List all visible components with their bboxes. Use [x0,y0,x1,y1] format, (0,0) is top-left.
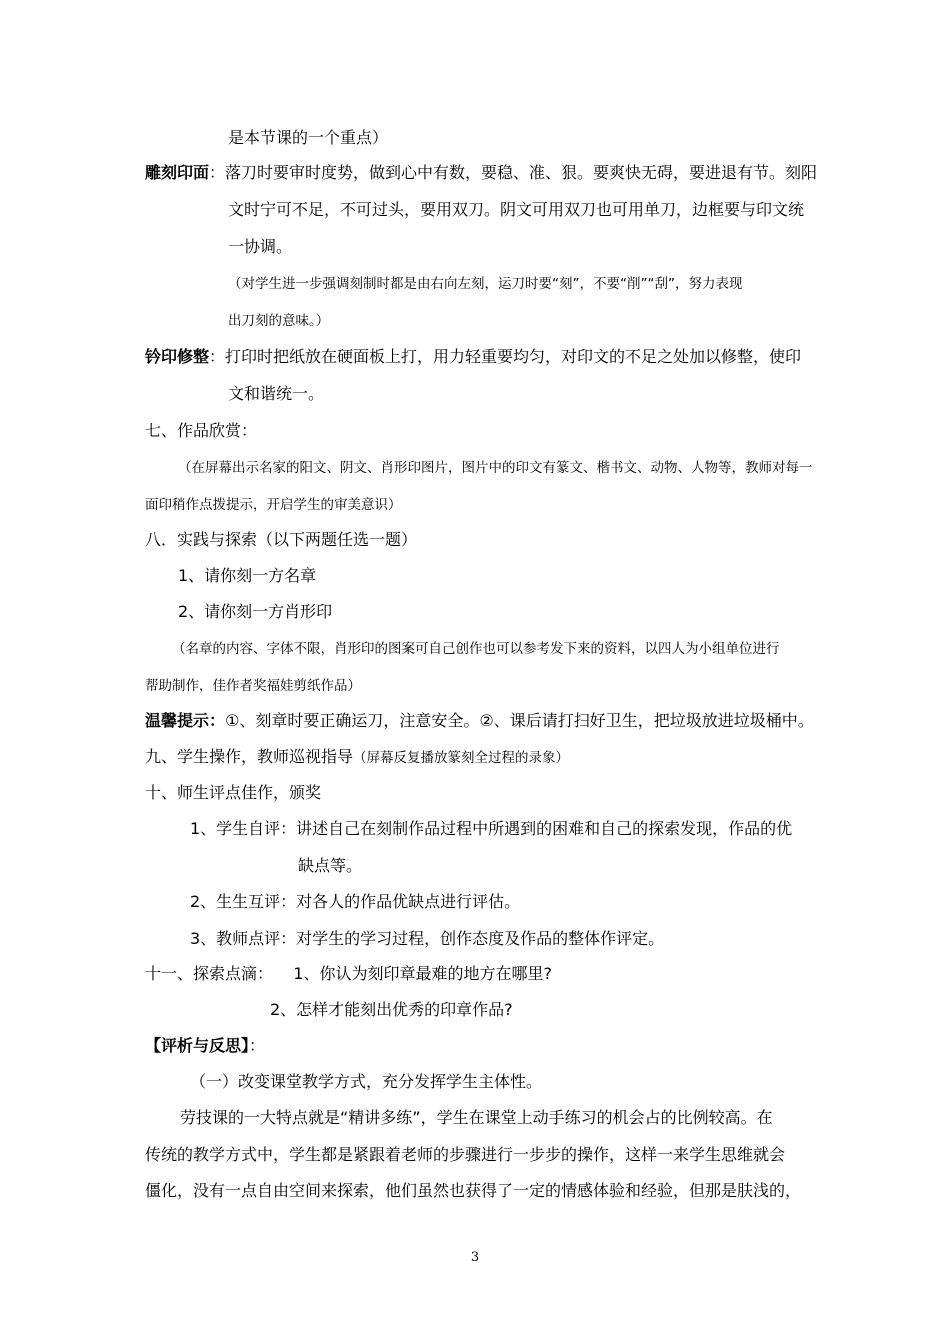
text-line: 是本节课的一个重点） [228,128,389,147]
note-line: （对学生进一步强调刻制时都是由右向左刻，运刀时要“刻”，不要“削”“刮”，努力表现 [228,276,743,292]
text-line: 温馨提示：①、刻章时要正确运刀，注意安全。②、课后请打扫好卫生，把垃圾放进垃圾桶中。 [145,711,814,730]
section-heading: 七、作品欣赏： [145,421,258,440]
list-item: 2、怎样才能刻出优秀的印章作品? [270,1000,513,1019]
list-item: 3、教师点评：对学生的学习过程，创作态度及作品的整体作评定。 [190,929,665,948]
section-heading: 十一、探索点滴： 1、你认为刻印章最难的地方在哪里? [145,964,553,983]
section-heading: 十、师生评点佳作，颁奖 [145,783,322,802]
text-line: 一协调。 [228,237,293,256]
section-heading: 八．实践与探索（以下两题任选一题） [145,530,418,549]
text-line: 文和谐统一。 [228,384,325,403]
heading-label: 雕刻印面 [145,163,210,182]
subheading: （一）改变课堂教学方式，充分发挥学生主体性。 [190,1072,543,1091]
text-line: 缺点等。 [298,856,363,875]
note-line: （在屏幕出示名家的阳文、阴文、肖形印图片，图片中的印文有篆文、楷书文、动物、人物等，教师对每一 [178,460,813,476]
note-line: 出刀刻的意味。） [228,313,330,329]
note-line: （名章的内容、字体不限，肖形印的图案可自己创作也可以参考发下来的资料，以四人为小组单位进行 [172,641,780,657]
text-line: 文时宁可不足，不可过头，要用双刀。阴文可用双刀也可用单刀，边框要与印文统 [228,200,805,219]
heading-label: 【评析与反思】 [145,1036,250,1055]
heading-label: 钤印修整 [145,347,210,366]
list-item: 1、学生自评：讲述自己在刻制作品过程中所遇到的困难和自己的探索发现，作品的优 [190,819,793,838]
paragraph-line: 传统的教学方式中，学生都是紧跟着老师的步骤进行一步步的操作，这样一来学生思维就会 [145,1145,786,1164]
text-line: 雕刻印面：落刀时要审时度势，做到心中有数，要稳、准、狠。要爽快无碍，要进退有节。刻阳 [145,163,818,182]
note-line: 帮助制作，佳作者奖福娃剪纸作品） [145,678,361,694]
note-line: 面印稍作点拨提示，开启学生的审美意识） [145,497,402,513]
list-item: 2、请你刻一方肖形印 [178,602,333,621]
section-heading: 九、学生操作，教师巡视指导（屏幕反复播放篆刻全过程的录象） [145,747,570,766]
text-line: 钤印修整：打印时把纸放在硬面板上打，用力轻重要均匀，对印文的不足之处加以修整，使印 [145,347,802,366]
list-item: 2、生生互评：对各人的作品优缺点进行评估。 [190,892,521,911]
paragraph-line: 劳技课的一大特点就是“精讲多练”，学生在课堂上动手练习的机会占的比例较高。在 [180,1108,773,1127]
list-item: 1、请你刻一方名章 [178,566,317,585]
section-heading: 【评析与反思】： [145,1036,266,1055]
page-number: 3 [470,1250,480,1265]
heading-label: 温馨提示： [145,711,226,730]
paragraph-line: 僵化，没有一点自由空间来探索，他们虽然也获得了一定的情感体验和经验，但那是肤浅的， [145,1181,802,1200]
